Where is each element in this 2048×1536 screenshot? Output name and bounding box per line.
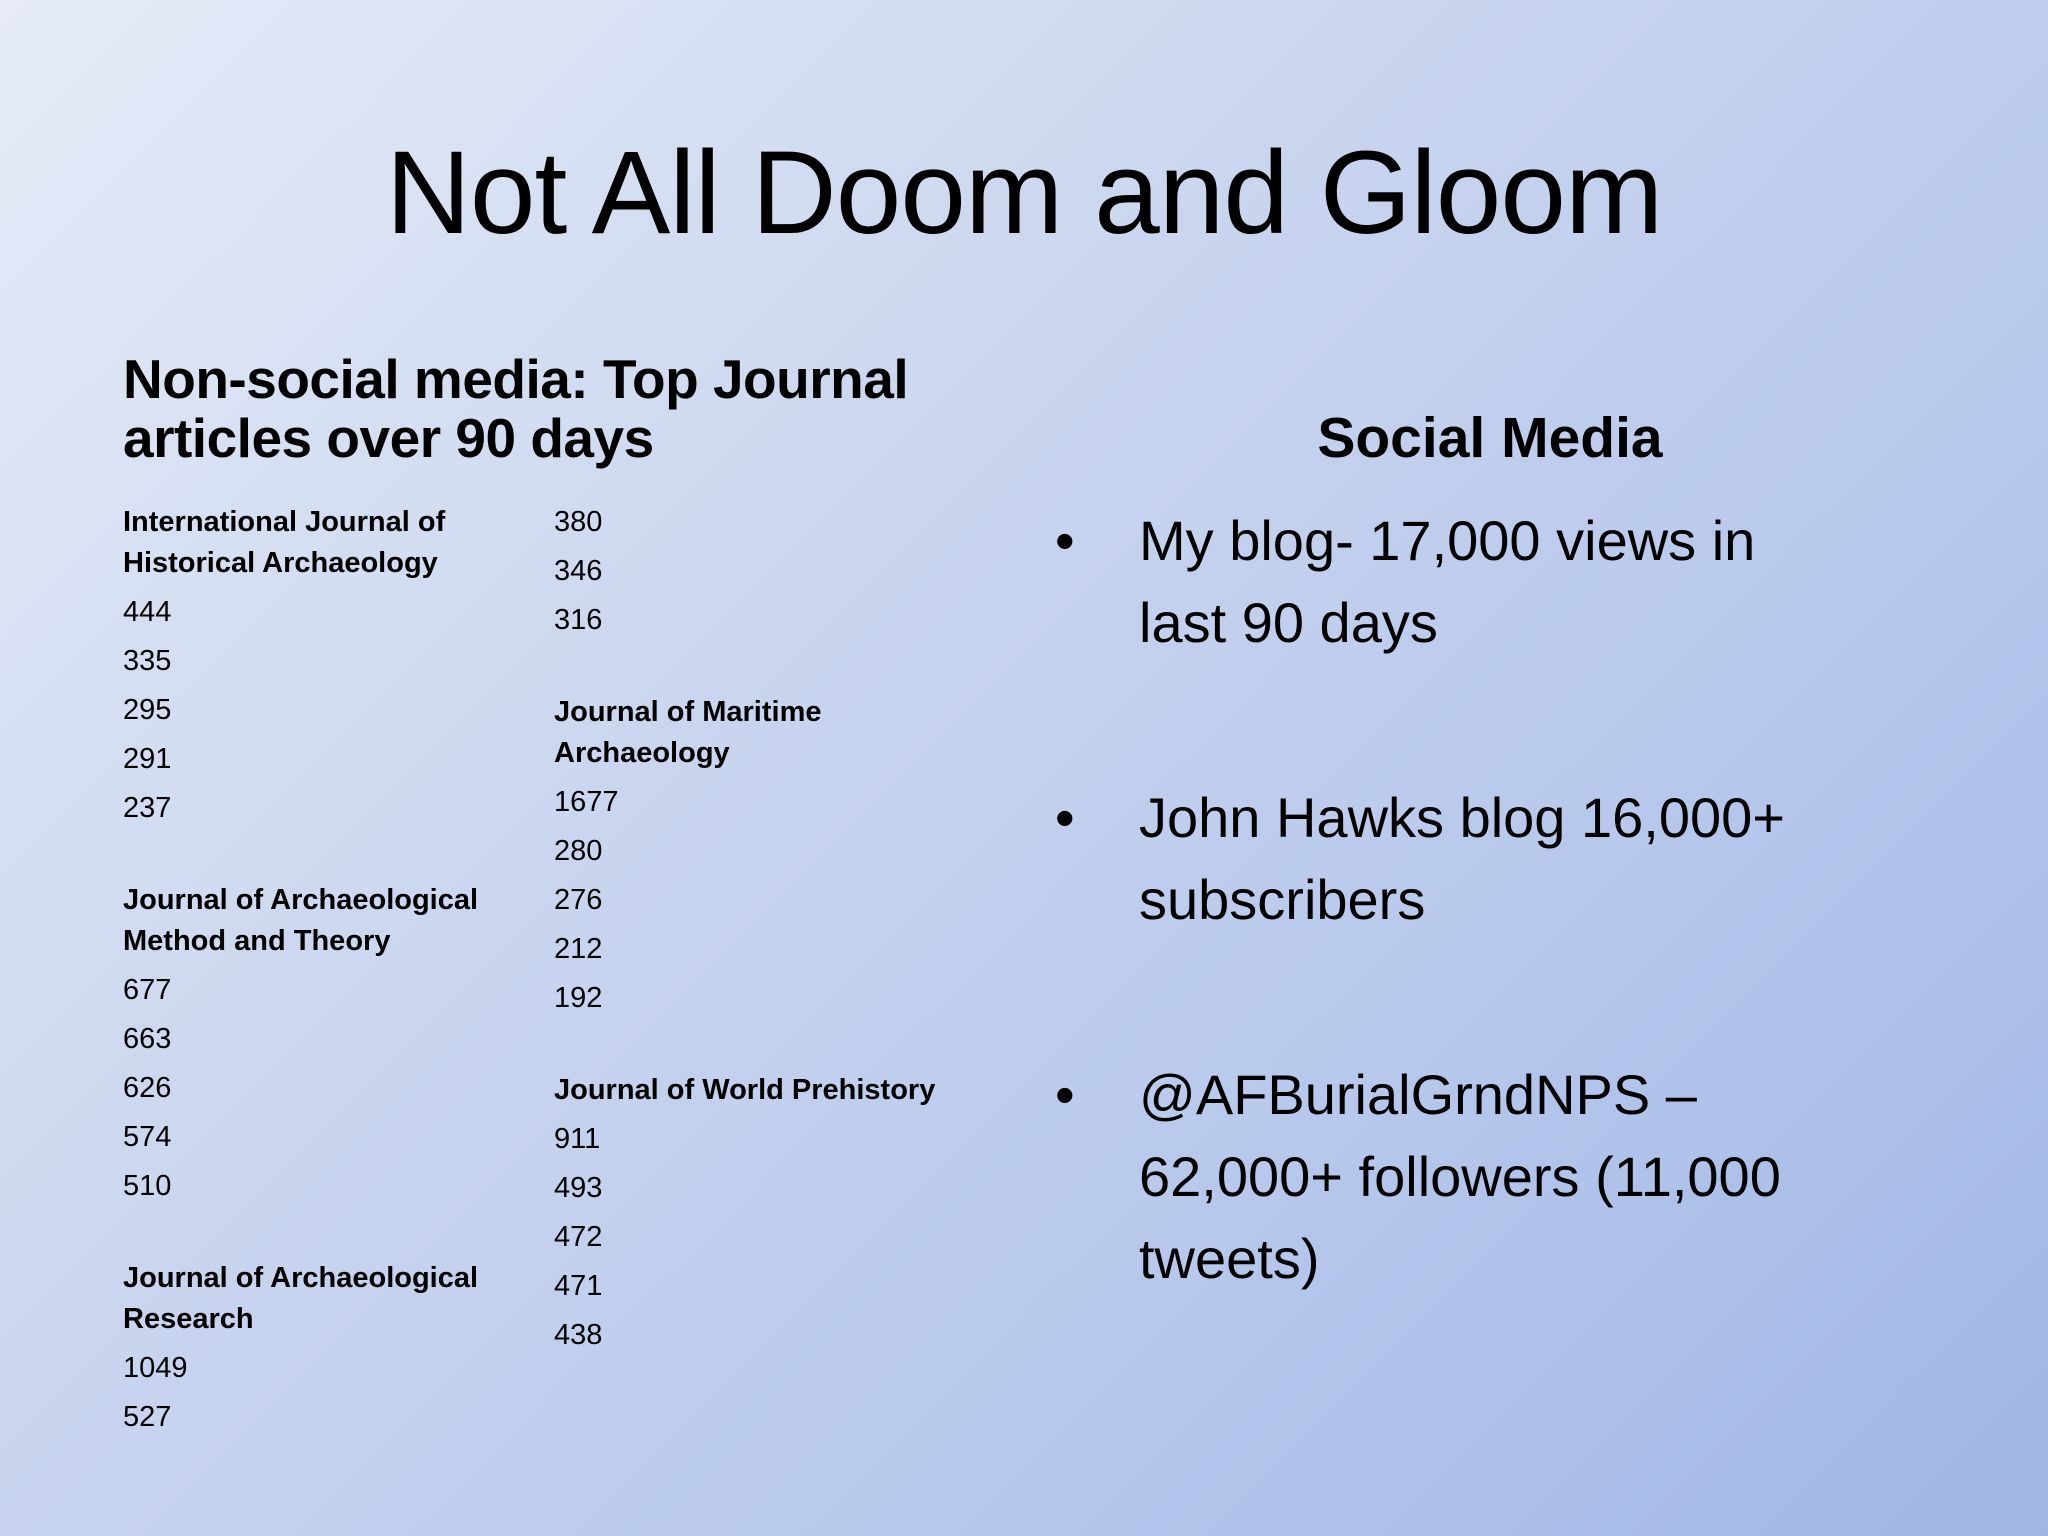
social-media-heading: Social Media: [1317, 406, 1663, 470]
group-spacer: [554, 1023, 974, 1066]
article-view-count: 574: [123, 1121, 172, 1153]
article-view-count: 1049: [123, 1352, 188, 1384]
social-media-list: [1055, 500, 1955, 1413]
article-view-count: 472: [554, 1221, 603, 1253]
article-view-count: 663: [123, 1023, 172, 1055]
article-view-count: 493: [554, 1172, 603, 1204]
article-view-count: 444: [123, 596, 172, 628]
left-heading: [123, 350, 1023, 468]
journal-name: [554, 688, 974, 778]
journal-name-line-1: International Journal of: [123, 506, 446, 538]
journal-name: [554, 1066, 974, 1115]
journal-name: [123, 876, 523, 966]
article-view-count: 346: [554, 555, 603, 587]
list-item: [1055, 500, 1955, 664]
bullet-line-2: subscribers: [1139, 868, 1426, 931]
journal-name: [123, 498, 523, 588]
list-item: [1055, 1054, 1955, 1300]
journal-column-b: [554, 498, 974, 1360]
bullet-line-2: 62,000+ followers (11,000: [1139, 1145, 1781, 1208]
article-view-count: 212: [554, 933, 603, 965]
journal-column-a: [123, 498, 523, 1442]
group-spacer: [123, 833, 523, 876]
journal-name-line-1: Journal of World Prehistory: [554, 1074, 936, 1106]
article-view-count: 471: [554, 1270, 603, 1302]
journal-name-line-1: Journal of Archaeological: [123, 1262, 479, 1294]
group-spacer: [123, 1211, 523, 1254]
slide-title: Not All Doom and Gloom: [385, 127, 1663, 259]
journal-name-line-2: Historical Archaeology: [123, 547, 438, 579]
article-view-count: 192: [554, 982, 603, 1014]
article-view-count: 380: [554, 506, 603, 538]
article-view-count: 527: [123, 1401, 172, 1433]
bullet-line-3: tweets): [1139, 1227, 1320, 1290]
article-view-count: 677: [123, 974, 172, 1006]
article-view-count: 911: [554, 1123, 601, 1155]
left-heading-line-1: Non-social media: Top Journal: [123, 348, 909, 410]
bullet-icon: •: [1055, 509, 1075, 572]
bullet-line-1: @AFBurialGrndNPS –: [1139, 1063, 1697, 1126]
article-view-count: 276: [554, 884, 603, 916]
journal-name-line-2: Research: [123, 1303, 254, 1335]
article-view-count: 237: [123, 792, 172, 824]
bullet-icon: •: [1055, 1063, 1075, 1126]
article-view-count: 1677: [554, 786, 619, 818]
list-item: [1055, 777, 1955, 941]
journal-name-line-2: Archaeology: [554, 737, 730, 769]
left-heading-line-2: articles over 90 days: [123, 407, 654, 469]
article-view-count: 280: [554, 835, 603, 867]
article-view-count: 291: [123, 743, 172, 775]
article-view-count: 626: [123, 1072, 172, 1104]
group-spacer: [554, 645, 974, 688]
bullet-icon: •: [1055, 786, 1075, 849]
article-view-count: 295: [123, 694, 172, 726]
article-view-count: 438: [554, 1319, 603, 1351]
bullet-line-1: John Hawks blog 16,000+: [1139, 786, 1785, 849]
article-view-count: 335: [123, 645, 172, 677]
bullet-line-1: My blog- 17,000 views in: [1139, 509, 1756, 572]
journal-name-line-1: Journal of Maritime: [554, 696, 822, 728]
article-view-count: 316: [554, 604, 603, 636]
bullet-line-2: last 90 days: [1139, 591, 1438, 654]
journal-name: [123, 1254, 523, 1344]
journal-name-line-1: Journal of Archaeological: [123, 884, 479, 916]
article-view-count: 510: [123, 1170, 172, 1202]
journal-name-line-2: Method and Theory: [123, 925, 391, 957]
